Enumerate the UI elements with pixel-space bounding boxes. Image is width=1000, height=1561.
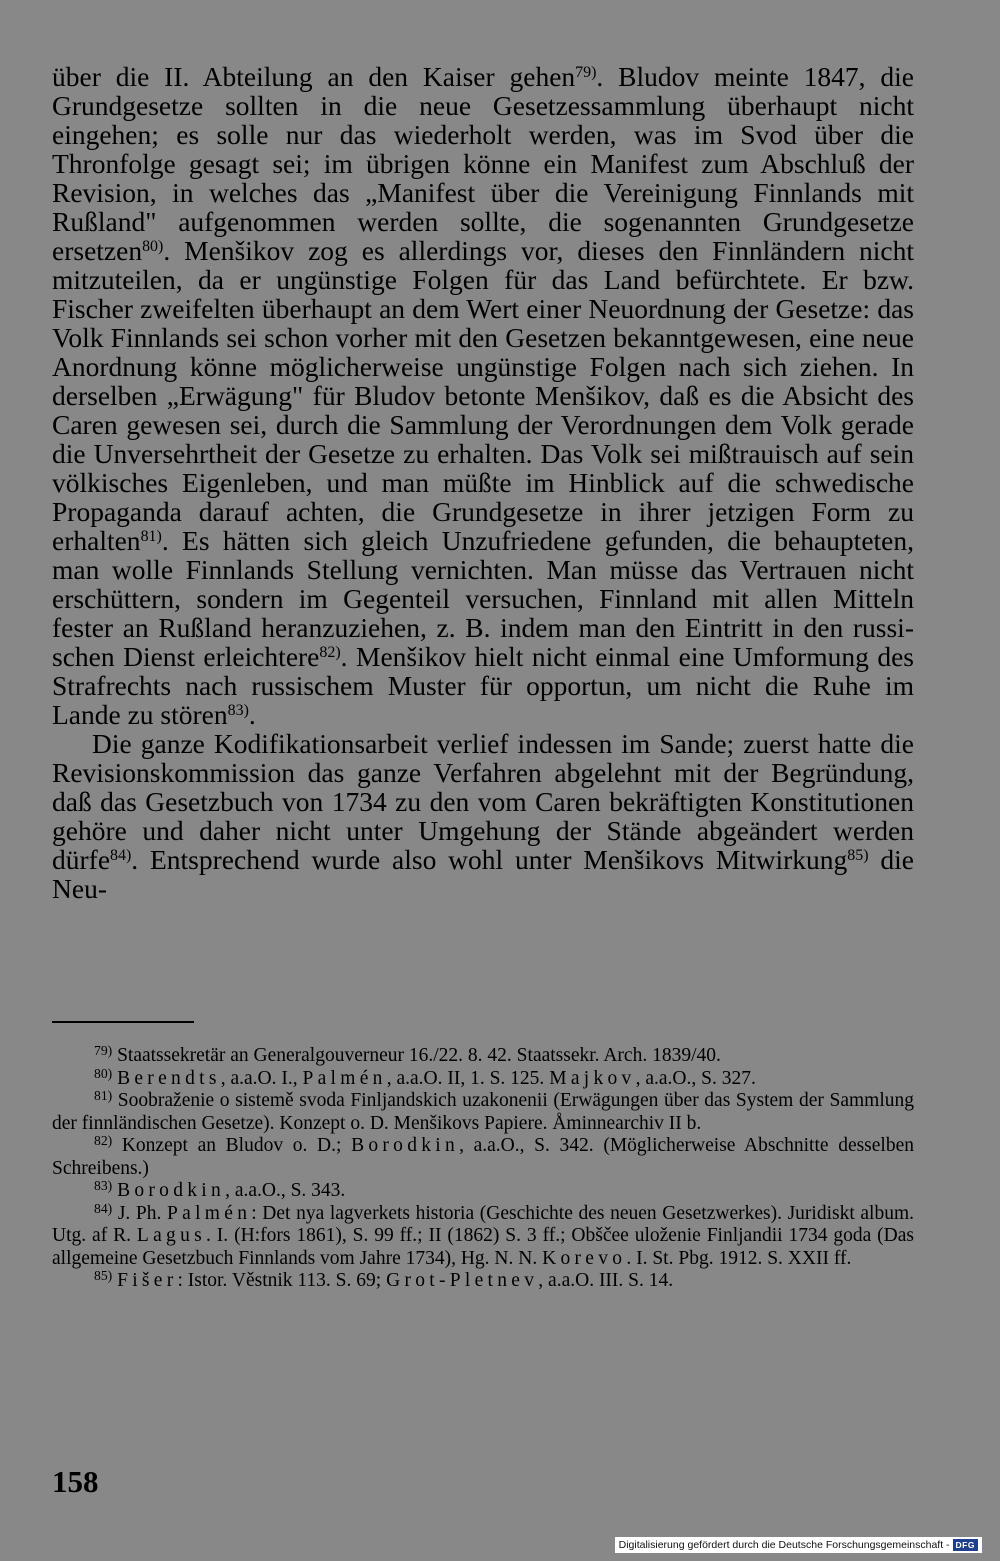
footnote [52, 1042, 914, 1068]
footnote [52, 1200, 915, 1271]
author-name: Palmén [167, 1202, 252, 1224]
text-run: : Istor. Věstnik 113. S. 69; [177, 1270, 387, 1291]
footer-text: Digitalisierung gefördert durch die Deutsche Forschungsgemeinschaft - [618, 1539, 950, 1551]
author-name: Grot-Pletnev [386, 1270, 539, 1291]
footnote-marker: 83) [94, 1177, 113, 1193]
footnote-marker: 80) [94, 1065, 113, 1081]
text-run: , a.a.O., S. 342. (Möglicherweise Abschnitte desselben Schreibens.) [52, 1135, 914, 1179]
text-run: . [248, 699, 256, 730]
footnote-marker: 85) [847, 847, 869, 865]
text-run: , a.a.O., S. 327. [635, 1067, 756, 1089]
text-run: die Neu- [52, 844, 914, 904]
text-run: . Menšikov zog es allerdings vor, dieses den Finnländern nicht mitzuteilen, da er ungünstige Folgen für das Land befürchtete. Er bzw. Fischer zweifelten überhaupt an dem Wert einer Neuordnung der Gesetze: das Volk Finnlands sei schon vorher mit den Gesetzen bekanntgewesen, eine neue Anordnung könne möglicherweise ungünstige Folgen nach sich ziehen. In derselben „Erwägung" für Bludov betonte Menšikov, daß es die Absicht des Caren gewesen sei, durch die Sammlung der Verordnungen dem Volk gerade die Unversehrtheit der Gesetze zu erhalten. Das Volk sei mißtrauisch auf sein völkisches Eigenleben, und man müßte im Hinblick auf die schwedische Propaganda darauf achten, die Grundgesetze in ihrer jetzigen Form zu erhalten [52, 235, 914, 556]
footnote [52, 1267, 914, 1293]
footnote-marker: 82) [319, 644, 341, 662]
footnote-marker: 84) [94, 1200, 113, 1216]
text-run: . I. St. Pbg. 1912. S. XXII ff. [626, 1247, 852, 1269]
footnote [52, 1065, 914, 1091]
author-name: Borodkin [351, 1135, 460, 1156]
text-run: Soobraženie o sistemě svoda Finljandskich uzakonenii (Erwägungen über das System der Sammlung der finnländischen Gesetze). Konzept o. D. Menšikovs Papiere. Åminnearchiv II b. [52, 1090, 914, 1134]
main-text [52, 62, 914, 903]
author-name: Fišer [117, 1270, 178, 1291]
author-name: Berendts [117, 1067, 221, 1089]
author-name: Palmén [302, 1067, 387, 1089]
author-name: Majkov [549, 1067, 636, 1089]
text-run: . Menšikov hielt nicht einmal eine Umformung des Strafrechts nach russischem Muster für opportun, um nicht die Ruhe im Lande zu stören [52, 641, 914, 730]
footnote-marker: 79) [94, 1042, 113, 1058]
text-run: J. Ph. [112, 1202, 168, 1224]
author-name: Korevo [542, 1247, 627, 1269]
footnote-marker: 80) [142, 238, 164, 256]
footnote-separator [52, 1021, 194, 1023]
footnote-marker: 79) [575, 64, 597, 82]
text-run: Staatssekretär an Generalgouverneur 16./22. 8. 42. Staatssekr. Arch. 1839/40. [112, 1045, 721, 1066]
text-run: . Es hätten sich gleich Unzufriedene gefunden, die behaupteten, man wolle Finnlands Stellung vernichten. Man müsse das Vertrauen nicht erschüttern, sondern im Gegenteil versuchen, Finnland mit allen Mitteln fester an Rußland heranzuziehen, z. B. indem man den Eintritt in den russischen Dienst erleichtere [52, 525, 914, 672]
author-name: Lagus [136, 1225, 207, 1246]
dfg-logo: DFG [953, 1539, 978, 1551]
footnote-marker: 81) [140, 528, 162, 546]
body-paragraph [52, 62, 914, 729]
text-run: Konzept an Bludov o. D.; [112, 1135, 352, 1156]
footnote-marker: 85) [94, 1267, 113, 1283]
page-number: 158 [52, 1464, 99, 1499]
author-name: Borodkin [117, 1180, 226, 1201]
footnote-marker: 82) [94, 1132, 113, 1148]
footnote [52, 1087, 914, 1135]
footnote-marker: 81) [94, 1087, 113, 1103]
text-run: , a.a.O., S. 343. [225, 1180, 346, 1201]
text-run: , a.a.O. II, 1. S. 125. [386, 1067, 550, 1089]
text-run: . I. (H:fors 1861), S. 99 ff.; II (1862) S. 3 ff.; Obščee uloženie Finljandii 1734 goda (Das allgemeine Gesetzbuch Finnlands vom Jahre 1734), Hg. N. N. [52, 1225, 915, 1269]
footnote [52, 1177, 914, 1203]
digitization-credit [615, 1537, 982, 1553]
text-run: Die ganze Kodifikationsarbeit verlief indessen im Sande; zuerst hatte die Revisionskommission das ganze Verfahren abgelehnt mit der Begründung, daß das Gesetzbuch von 1734 zu den vom Caren bekräftigten Konstitutionen gehöre und daher nicht unter Umgehung der Stände abgeändert werden dürfe [52, 728, 914, 875]
text-run: , a.a.O. III. S. 14. [538, 1270, 674, 1291]
text-run: . Bludov meinte 1847, die Grundgesetze sollten in die neue Gesetzessammlung überhaupt nicht eingehen; es solle nur das wiederholt werden, was im Svod über die Thronfolge gesagt sei; im übrigen könne ein Manifest zum Abschluß der Revision, in welches das „Manifest über die Vereinigung Finnlands mit Rußland" aufgenommen werden sollte, die sogenannten Grundgesetze ersetzen [52, 61, 914, 266]
text-run: über die II. Abteilung an den Kaiser gehen [52, 61, 576, 92]
text-run: , a.a.O. I., [220, 1067, 303, 1089]
footnotes [52, 1042, 915, 1293]
text-run: . Entsprechend wurde also wohl unter Menšikovs Mitwirkung [131, 844, 848, 875]
text-run: : Det nya lagverkets historia (Geschichte des neuen Gesetzwerkes). Juridiskt album. Utg. af R. [52, 1202, 914, 1246]
footnote-marker: 84) [110, 847, 132, 865]
footnote-marker: 83) [227, 702, 249, 720]
footnote [52, 1132, 914, 1180]
body-paragraph [52, 729, 914, 903]
